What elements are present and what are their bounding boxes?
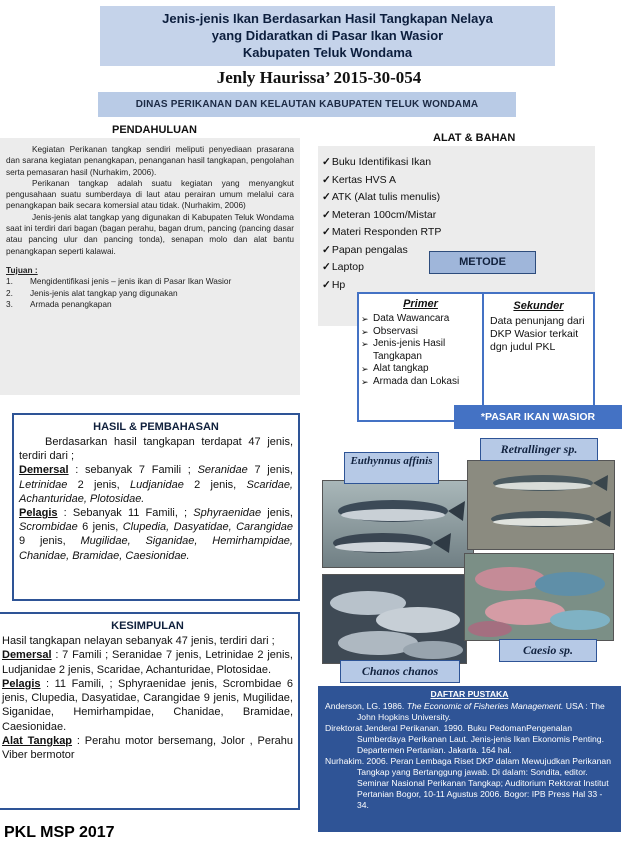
hasil-demersal: Demersal : sebanyak 7 Famili ; Seranidae 7 jenis, Letrinidae 2 jenis, Ludjanidae 2 jenis, Scaridae, Achanturidae, Plotosidae.: [19, 464, 293, 505]
kesimpulan-alat: Alat Tangkap : Perahu motor bersemang, Jolor , Perahu Viber bermotor: [2, 735, 293, 762]
tujuan-item: 1. Mengidentifikasi jenis – jenis ikan di Pasar Ikan Wasior: [6, 276, 232, 287]
pendahuluan-paragraph: Perikanan tangkap adalah suatu kegiatan yang menyangkut pengusahaan suatu sumberdaya di laut atau perairan umum melalui cara penangkapan baik secara komersial atau tidak. (Nurhakim, 2006): [6, 177, 294, 211]
pendahuluan-paragraph: Kegiatan Perikanan tangkap sendiri meliputi penyediaan prasarana dan sarana kegiatan penangkapan, penanganan hasil tangkapan, pengolahan serta pemasaran hasil (Nurhakim, 2006).: [6, 144, 294, 177]
poster-header: [100, 6, 555, 66]
alat-item: ✓ Buku Identifikasi Ikan: [322, 154, 591, 172]
sekunder-title: Sekunder: [513, 300, 564, 312]
fish-photo-caesio: [464, 553, 614, 641]
primer-item: ➢ Jenis-jenis Hasil Tangkapan: [363, 338, 478, 363]
kesimpulan-demersal: Demersal : 7 Famili ; Seranidae 7 jenis, Letrinidae 2 jenis, Ludjanidae 2 jenis, Scaridae, Achanturidae, Plotosidae.: [2, 649, 293, 676]
author-line: Jenly Haurissa’ 2015-30-054: [216, 68, 422, 87]
daftar-pustaka-box: [318, 686, 621, 832]
alat-item: ✓ Hp: [322, 277, 591, 295]
kesimpulan-pelagis: Pelagis : 11 Famili, ; Sphyraenidae jenis, Scrombidae 6 jenis, Clupedia, Dasyatidae, Carangidae 9 jenis, Mugilidae, Siganidae, Hemirhampidae, Chanidae, Bramidae, Caesionidae.: [2, 677, 293, 733]
primer-item: ➢ Armada dan Lokasi: [363, 376, 478, 389]
reference-item: Nurhakim. 2006. Peran Lembaga Riset DKP dalam Mewujudkan Perikanan Tangkap yang Bertanggung jawab. Di dalam: Sondita, editor. Seminar Nasional Perikanan Tangkap; Auditorium Rektorat Institut Pertanian Bogor, 10-11 Agustus 2006. Bogor: IPB Press Hal 33 - 34.: [325, 756, 611, 810]
sekunder-box: [482, 292, 595, 422]
tujuan-item: 2. Jenis-jenis alat tangkap yang digunakan: [6, 287, 178, 298]
caption-euthynnus: Euthynnus affinis: [344, 452, 439, 484]
daftar-pustaka-title: DAFTAR PUSTAKA: [430, 689, 509, 699]
hasil-intro: Berdasarkan hasil tangkapan terdapat 47 jenis, terdiri dari ;: [19, 436, 293, 463]
fish-photo-euthynnus: [322, 480, 474, 568]
title-line-3: Kabupaten Teluk Wondama: [242, 45, 413, 60]
hasil-title: HASIL & PEMBAHASAN: [93, 421, 219, 433]
hasil-pelagis: Pelagis : Sebanyak 11 Famili, ; Sphyraenidae jenis, Scrombidae 6 jenis, Clupedia, Dasyatidae, Carangidae 9 jenis, Mugilidae, Siganidae, Hemirhampidae, Chanidae, Bramidae, Caesionidae.: [19, 507, 293, 562]
kesimpulan-text: [2, 634, 293, 763]
footer-label: PKL MSP 2017: [4, 824, 115, 841]
primer-item: ➢ Observasi: [363, 326, 478, 339]
alat-item: ✓ ATK (Alat tulis menulis): [322, 189, 591, 207]
kesimpulan-box: [0, 612, 300, 810]
tujuan-item: 3. Armada penangkapan: [6, 298, 112, 309]
title-line-2: yang Didaratkan di Pasar Ikan Wasior: [211, 28, 444, 43]
reference-item: Anderson, LG. 1986. The Economic of Fisheries Management. USA : The John Hopkins University.: [325, 701, 605, 722]
pasar-label: *PASAR IKAN WASIOR: [454, 405, 622, 429]
primer-title: Primer: [403, 298, 438, 310]
primer-item: ➢ Alat tangkap: [363, 363, 478, 376]
hasil-text: [19, 435, 293, 563]
caption-retrallinger: Retrallinger sp.: [480, 438, 598, 461]
caption-caesio: Caesio sp.: [499, 639, 597, 662]
kesimpulan-title: KESIMPULAN: [111, 620, 184, 632]
department-banner: DINAS PERIKANAN DAN KELAUTAN KABUPATEN TELUK WONDAMA: [98, 92, 516, 117]
fish-photo-chanos: [322, 574, 467, 664]
kesimpulan-intro: Hasil tangkapan nelayan sebanyak 47 jenis, terdiri dari ;: [2, 635, 275, 647]
sekunder-text: Data penunjang dari DKP Wasior terkait dgn judul PKL: [490, 315, 585, 353]
alat-item: ✓ Meteran 100cm/Mistar: [322, 207, 591, 225]
tujuan-list: [6, 276, 294, 310]
hasil-box: [12, 413, 300, 601]
primer-item: ➢ Data Wawancara: [363, 313, 478, 326]
alat-item: ✓ Papan pengalas: [322, 242, 591, 260]
alat-item: ✓ Materi Responden RTP: [322, 224, 591, 242]
primer-list: [363, 313, 478, 388]
tujuan-title: Tujuan :: [6, 264, 38, 275]
pendahuluan-title: PENDAHULUAN: [112, 124, 197, 136]
pendahuluan-box: [0, 138, 300, 395]
fish-photo-retrallinger: [467, 460, 615, 550]
metode-label: METODE: [429, 251, 536, 274]
primer-box: [357, 292, 482, 422]
pendahuluan-paragraph: Jenis-jenis alat tangkap yang digunakan di Kabupaten Teluk Wondama saat ini terdiri dari bagan (bagan perahu, bagan drum, pancing (pancing dasar atau pancing ulur dan pancing tonda), senapan molo dan alat bantu penangkapan seperti kalawai.: [6, 211, 294, 256]
alat-item: ✓ Kertas HVS A: [322, 172, 591, 190]
alat-item: ✓ Laptop: [322, 259, 591, 277]
caption-chanos: Chanos chanos: [340, 660, 460, 683]
title-line-1: Jenis-jenis Ikan Berdasarkan Hasil Tangkapan Nelaya: [162, 11, 493, 26]
reference-item: Direktorat Jenderal Perikanan. 1990. Buku PedomanPengenalan Sumberdaya Perikanan Laut. Jenis-jenis Ikan Ekonomis Penting. Departemen Pertanian. Jakarta. 164 hal.: [325, 723, 604, 755]
alat-bahan-title: ALAT & BAHAN: [433, 132, 516, 144]
